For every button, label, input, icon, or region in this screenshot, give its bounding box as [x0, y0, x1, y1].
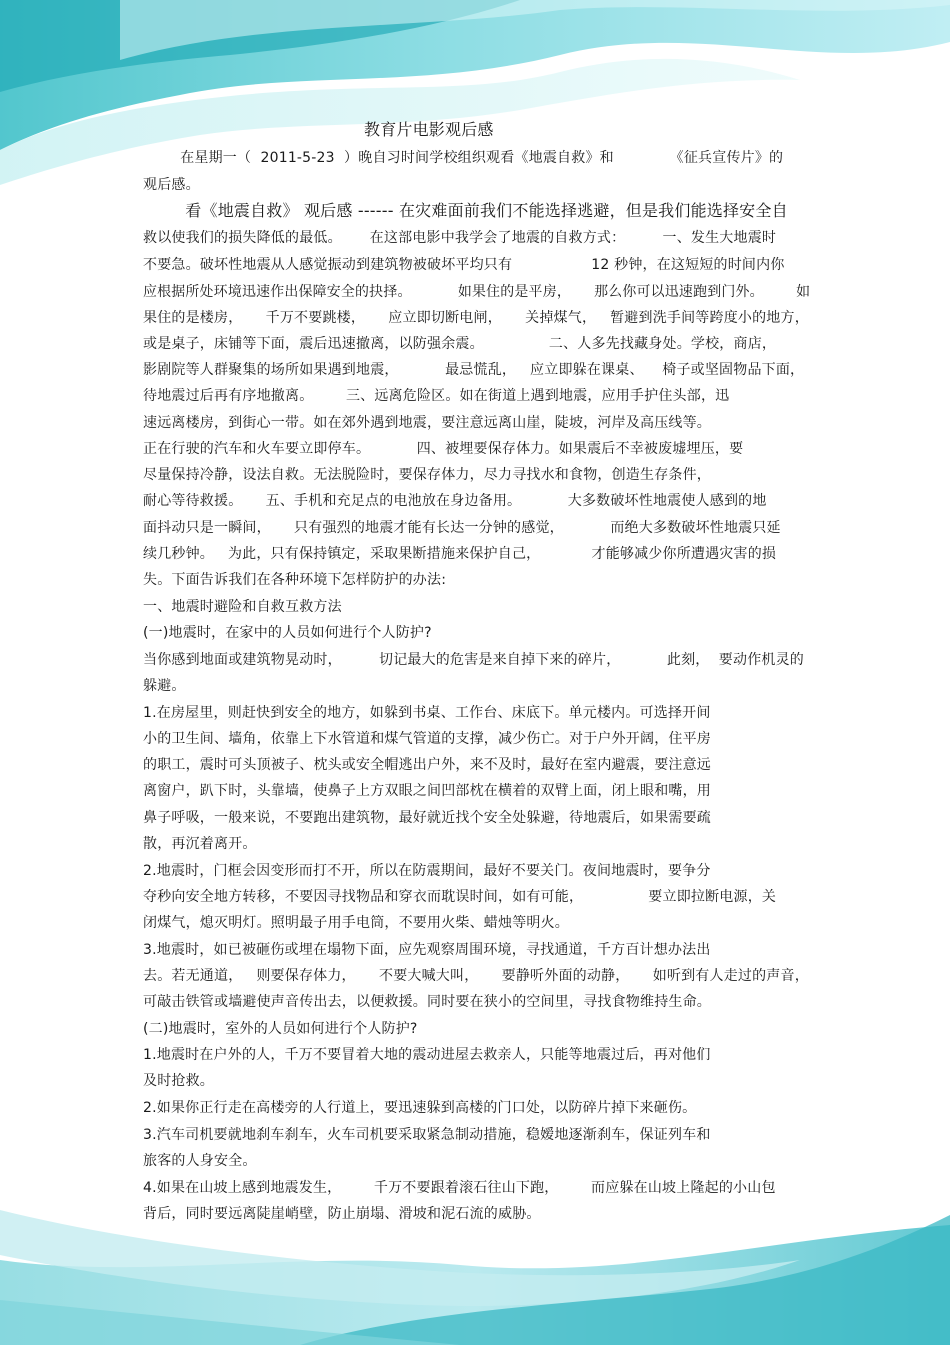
text-line: 在星期一（ 2011-5-23 ）晚自习时间学校组织观看《地震自救》和 《征兵宣传片》的	[143, 150, 784, 166]
text-line: 影剧院等人群聚集的场所如果遇到地震， 最忌慌乱， 应立即躲在课桌、 椅子或坚固物品下面，	[143, 362, 805, 378]
document-title: 教育片电影观后感	[364, 120, 494, 139]
text-line: 尽量保持冷静，设法自救。无法脱险时，要保存体力，尽力寻找水和食物，创造生存条件，	[143, 467, 711, 483]
text-line: 1.地震时在户外的人，千万不要冒着大地的震动进屋去救亲人，只能等地震过后，再对他们	[143, 1047, 711, 1063]
text-line: 及时抢救。	[143, 1073, 214, 1089]
text-line: 2.地震时，门框会因变形而打不开，所以在防震期间，最好不要关门。夜间地震时，要争分	[143, 863, 711, 879]
text-line: 去。若无通道， 则要保存体力， 不要大喊大叫， 要静听外面的动静， 如听到有人走过的声音，	[143, 968, 809, 984]
text-line: 旅客的人身安全。	[143, 1153, 257, 1169]
text-line: 正在行驶的汽车和火车要立即停车。 四、被埋要保存体力。如果震后不幸被废墟埋压，要	[143, 441, 744, 457]
text-line: 救以使我们的损失降低的最低。 在这部电影中我学会了地震的自救方式： 一、发生大地震时	[143, 230, 777, 246]
text-line: 散，再沉着离开。	[143, 836, 257, 852]
text-line: 当你感到地面或建筑物晃动时， 切记最大的危害是来自掉下来的碎片， 此刻， 要动作机灵的	[143, 652, 805, 668]
text-line: 面抖动只是一瞬间， 只有强烈的地震才能有长达一分钟的感觉， 而绝大多数破坏性地震只延	[143, 520, 781, 536]
text-line: 不要急。破坏性地震从人感觉振动到建筑物被破坏平均只有 12 秒钟，在这短短的时间内你	[143, 257, 785, 273]
text-line: 或是桌子，床铺等下面，震后迅速撤离，以防强余震。 二、人多先找藏身处。学校，商店，	[143, 336, 777, 352]
text-line: 鼻子呼吸，一般来说，不要跑出建筑物，最好就近找个安全处躲避，待地震后，如果需要疏	[143, 810, 711, 826]
text-line: 小的卫生间、墙角，依靠上下水管道和煤气管道的支撑，减少伤亡。对于户外开阔，住平房	[143, 731, 711, 747]
text-line: 耐心等待救援。 五、手机和充足点的电池放在身边备用。 大多数破坏性地震使人感到的地	[143, 493, 767, 509]
text-line: 的职工，震时可头顶被子、枕头或安全帽逃出户外，来不及时，最好在室内避震，要注意远	[143, 757, 711, 773]
text-line: 闭煤气，熄灭明灯。照明最子用手电筒，不要用火柴、蜡烛等明火。	[143, 915, 569, 931]
section-heading: 一、地震时避险和自救互救方法	[143, 599, 342, 615]
text-line: 2.如果你正行走在高楼旁的人行道上，要迅速躲到高楼的门口处，以防碎片掉下来砸伤。	[143, 1100, 697, 1116]
text-line: 背后，同时要远离陡崖峭壁，防止崩塌、滑坡和泥石流的威胁。	[143, 1206, 541, 1222]
text-line: 失。下面告诉我们在各种环境下怎样防护的办法:	[143, 572, 447, 588]
text-line: 续几秒钟。 为此，只有保持镇定，采取果断措施来保护自己， 才能够减少你所遭遇灾害的损	[143, 546, 777, 562]
text-line: 观后感。	[143, 177, 200, 193]
text-line: 躲避。	[143, 678, 186, 694]
text-line: 离窗户，趴下时，头靠墙，使鼻子上方双眼之间凹部枕在横着的双臂上面，闭上眼和嘴，用	[143, 783, 711, 799]
subsection-heading: (一)地震时，在家中的人员如何进行个人防护?	[143, 625, 432, 641]
text-line: 待地震过后再有序地撤离。 三、远离危险区。如在街道上遇到地震，应用手护住头部，迅	[143, 388, 730, 404]
text-line: 看《地震自救》 观后感 ------ 在灾难面前我们不能选择逃避，但是我们能选择安全自	[143, 201, 788, 220]
text-line: 4.如果在山坡上感到地震发生， 千万不要跟着滚石往山下跑， 而应躲在山坡上隆起的小山包	[143, 1180, 776, 1196]
subsection-heading: (二)地震时，室外的人员如何进行个人防护?	[143, 1021, 418, 1037]
text-line: 3.汽车司机要就地刹车刹车，火车司机要采取紧急制动措施，稳嫒地逐渐刹车，保证列车和	[143, 1127, 711, 1143]
text-line: 可敲击铁管或墙避使声音传出去，以便救援。同时要在狭小的空间里，寻找食物维持生命。	[143, 994, 711, 1010]
text-line: 夺秒向安全地方转移，不要因寻找物品和穿衣而耽误时间，如有可能， 要立即拉断电源，关	[143, 889, 777, 905]
text-line: 应根据所处环境迅速作出保障安全的抉择。 如果住的是平房， 那么你可以迅速跑到门外。 如	[143, 284, 811, 300]
text-line: 果住的是楼房， 千万不要跳楼， 应立即切断电闸， 关掉煤气， 暂避到洗手间等跨度小的地方，	[143, 310, 809, 326]
text-line: 1.在房屋里，则赶快到安全的地方，如躲到书桌、工作台、床底下。单元楼内。可选择开间	[143, 705, 711, 721]
text-line: 速远离楼房，到街心一带。如在郊外遇到地震，要注意远离山崖，陡坡，河岸及高压线等。	[143, 415, 711, 431]
text-line: 3.地震时，如已被砸伤或埋在塌物下面，应先观察周围环境，寻找通道，千方百计想办法出	[143, 942, 711, 958]
